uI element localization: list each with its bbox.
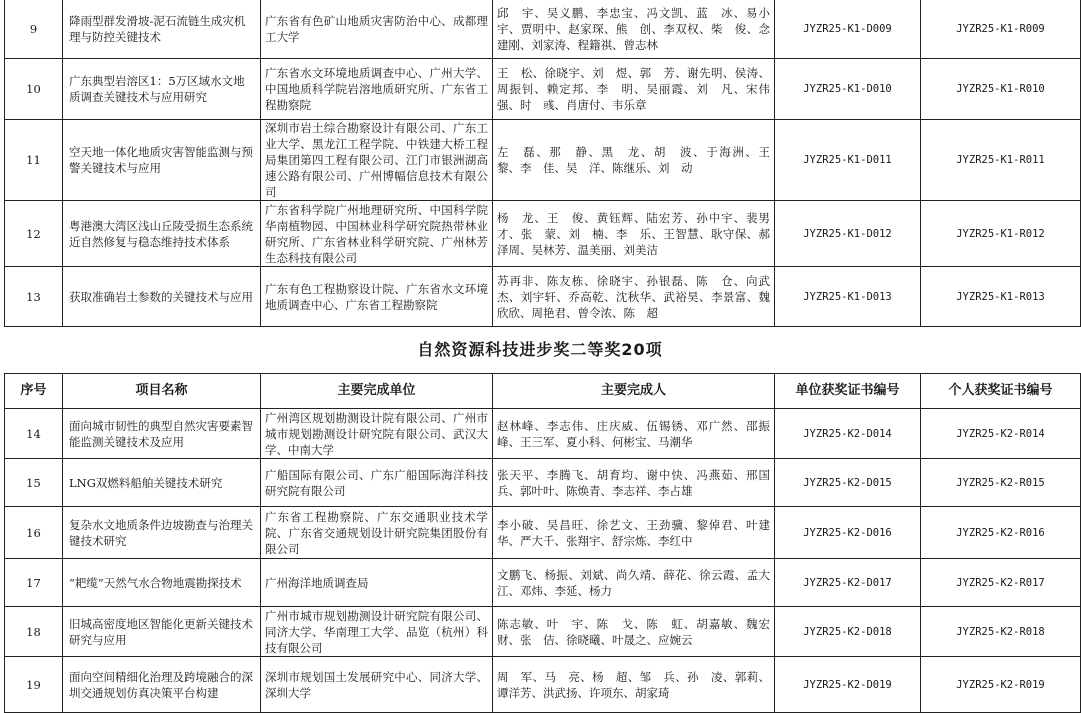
row-number: 19 xyxy=(5,657,63,713)
person-cert-number: JYZR25-K2-R014 xyxy=(921,409,1081,459)
table-row xyxy=(5,559,1081,607)
project-name: 广东典型岩溶区1：5万区域水文地质调查关键技术与应用研究 xyxy=(63,59,261,120)
table-row xyxy=(5,657,1081,713)
person-cert-number: JYZR25-K1-R013 xyxy=(921,267,1081,327)
person-cert-number: JYZR25-K2-R017 xyxy=(921,559,1081,607)
person-cert-number: JYZR25-K1-R012 xyxy=(921,201,1081,267)
project-name: 复杂水文地质条件边坡勘查与治理关键技术研究 xyxy=(63,507,261,559)
header-person-cert: 个人获奖证书编号 xyxy=(921,374,1081,409)
completion-people: 赵林峰、李志伟、庄庆威、伍锡锈、邓广然、邵振峰、王三军、夏小科、何彬宝、马潮华 xyxy=(493,409,775,459)
row-number: 17 xyxy=(5,559,63,607)
completion-people: 苏再非、陈友栋、徐晓宇、孙银磊、陈 仓、向武杰、刘宇轩、乔高乾、沈秋华、武裕昊、李景富、魏欣欣、周艳君、曾令浓、陈 超 xyxy=(493,267,775,327)
header-completion-units: 主要完成单位 xyxy=(261,374,493,409)
completion-people: 周 军、马 亮、杨 超、邹 兵、孙 凌、郭莉、谭洋芳、洪武扬、许项东、胡家琦 xyxy=(493,657,775,713)
table-header-row xyxy=(5,374,1081,409)
section-title: 自然资源科技进步奖二等奖20项 xyxy=(417,340,663,359)
project-name: “耙缆”天然气水合物地震勘探技术 xyxy=(63,559,261,607)
table-row xyxy=(5,59,1081,120)
completion-people: 文鹏飞、杨振、刘斌、尚久靖、薛花、徐云霞、孟大江、邓炜、李延、杨力 xyxy=(493,559,775,607)
completion-units: 广船国际有限公司、广东广船国际海洋科技研究院有限公司 xyxy=(261,459,493,507)
completion-units: 广东省水文环境地质调查中心、广州大学、中国地质科学院岩溶地质研究所、广东省工程勘察院 xyxy=(261,59,493,120)
unit-cert-number: JYZR25-K1-D011 xyxy=(775,120,921,201)
completion-people: 左 磊、那 静、黑 龙、胡 波、于海洲、王 黎、李 佳、吴 洋、陈继乐、刘 动 xyxy=(493,120,775,201)
awards-table-second-prize xyxy=(4,373,1081,713)
completion-people: 张天平、李腾飞、胡育均、谢中快、冯燕茹、邢国兵、郭叶叶、陈焕青、李志祥、李占雄 xyxy=(493,459,775,507)
header-completion-people: 主要完成人 xyxy=(493,374,775,409)
completion-people: 陈志敏、叶 宇、陈 戈、陈 虹、胡嘉敏、魏宏财、张 佶、徐晓曦、叶晟之、应婉云 xyxy=(493,607,775,657)
unit-cert-number: JYZR25-K2-D016 xyxy=(775,507,921,559)
project-name: 面向空间精细化治理及跨境融合的深圳交通规划仿真决策平台构建 xyxy=(63,657,261,713)
completion-people: 邱 宇、吴义鹏、李忠宝、冯文凯、蓝 冰、易小宇、贾明中、赵家琛、熊 创、李双权、柴 俊、念建刚、刘家涛、程籍祺、曾志林 xyxy=(493,0,775,59)
completion-units: 广州市城市规划勘测设计研究院有限公司、同济大学、华南理工大学、品览（杭州）科技有限公司 xyxy=(261,607,493,657)
table-row xyxy=(5,507,1081,559)
project-name: 降雨型群发滑坡-泥石流链生成灾机理与防控关键技术 xyxy=(63,0,261,59)
completion-people: 王 松、徐晓宇、刘 煜、郭 芳、谢先明、侯涛、周振钊、赖定邦、李 明、吴丽霞、刘 凡、宋伟强、时 彧、肖唐付、韦乐章 xyxy=(493,59,775,120)
person-cert-number: JYZR25-K2-R019 xyxy=(921,657,1081,713)
person-cert-number: JYZR25-K2-R015 xyxy=(921,459,1081,507)
row-number: 10 xyxy=(5,59,63,120)
person-cert-number: JYZR25-K2-R016 xyxy=(921,507,1081,559)
completion-units: 广东有色工程勘察设计院、广东省水文环境地质调查中心、广东省工程勘察院 xyxy=(261,267,493,327)
table-row xyxy=(5,409,1081,459)
completion-people: 李小破、吴昌旺、徐艺文、王劲骥、黎倬君、叶建华、严大千、张翔宇、舒宗炼、李红中 xyxy=(493,507,775,559)
row-number: 14 xyxy=(5,409,63,459)
row-number: 13 xyxy=(5,267,63,327)
table-row xyxy=(5,607,1081,657)
unit-cert-number: JYZR25-K1-D010 xyxy=(775,59,921,120)
unit-cert-number: JYZR25-K2-D019 xyxy=(775,657,921,713)
unit-cert-number: JYZR25-K2-D018 xyxy=(775,607,921,657)
completion-people: 杨 龙、王 俊、黄钰辉、陆宏芳、孙中宇、裴男才、张 蒙、刘 楠、李 乐、王智慧、耿守保、郝泽周、吴林芳、温美丽、刘美洁 xyxy=(493,201,775,267)
row-number: 11 xyxy=(5,120,63,201)
row-number: 15 xyxy=(5,459,63,507)
table-row xyxy=(5,120,1081,201)
completion-units: 广东省工程勘察院、广东交通职业技术学院、广东省交通规划设计研究院集团股份有限公司 xyxy=(261,507,493,559)
unit-cert-number: JYZR25-K2-D014 xyxy=(775,409,921,459)
project-name: 粤港澳大湾区浅山丘陵受损生态系统近自然修复与稳态维持技术体系 xyxy=(63,201,261,267)
completion-units: 广东省科学院广州地理研究所、中国科学院华南植物园、中国林业科学研究院热带林业研究所、广东省林业科学研究院、广州林芳生态科技有限公司 xyxy=(261,201,493,267)
project-name: LNG双燃料船舶关键技术研究 xyxy=(63,459,261,507)
completion-units: 广州湾区规划勘测设计院有限公司、广州市城市规划勘测设计研究院有限公司、武汉大学、中南大学 xyxy=(261,409,493,459)
unit-cert-number: JYZR25-K2-D017 xyxy=(775,559,921,607)
table-row xyxy=(5,459,1081,507)
person-cert-number: JYZR25-K1-R009 xyxy=(921,0,1081,59)
person-cert-number: JYZR25-K1-R011 xyxy=(921,120,1081,201)
header-unit-cert: 单位获奖证书编号 xyxy=(775,374,921,409)
completion-units: 广东省有色矿山地质灾害防治中心、成都理工大学 xyxy=(261,0,493,59)
person-cert-number: JYZR25-K1-R010 xyxy=(921,59,1081,120)
project-name: 面向城市韧性的典型自然灾害要素智能监测关键技术及应用 xyxy=(63,409,261,459)
unit-cert-number: JYZR25-K2-D015 xyxy=(775,459,921,507)
header-number: 序号 xyxy=(5,374,63,409)
project-name: 获取准确岩土参数的关键技术与应用 xyxy=(63,267,261,327)
row-number: 12 xyxy=(5,201,63,267)
table-row xyxy=(5,0,1081,59)
unit-cert-number: JYZR25-K1-D012 xyxy=(775,201,921,267)
header-project-name: 项目名称 xyxy=(63,374,261,409)
row-number: 9 xyxy=(5,0,63,59)
table-row xyxy=(5,267,1081,327)
row-number: 18 xyxy=(5,607,63,657)
unit-cert-number: JYZR25-K1-D013 xyxy=(775,267,921,327)
project-name: 空天地一体化地质灾害智能监测与预警关键技术与应用 xyxy=(63,120,261,201)
row-number: 16 xyxy=(5,507,63,559)
completion-units: 深圳市岩土综合勘察设计有限公司、广东工业大学、黑龙江工程学院、中铁建大桥工程局集团第四工程有限公司、江门市银洲湖高速公路有限公司、广州博幅信息技术有限公司 xyxy=(261,120,493,201)
project-name: 旧城高密度地区智能化更新关键技术研究与应用 xyxy=(63,607,261,657)
unit-cert-number: JYZR25-K1-D009 xyxy=(775,0,921,59)
completion-units: 深圳市规划国土发展研究中心、同济大学、深圳大学 xyxy=(261,657,493,713)
person-cert-number: JYZR25-K2-R018 xyxy=(921,607,1081,657)
table-row xyxy=(5,201,1081,267)
awards-table-first-prize-continued xyxy=(4,0,1081,327)
completion-units: 广州海洋地质调查局 xyxy=(261,559,493,607)
